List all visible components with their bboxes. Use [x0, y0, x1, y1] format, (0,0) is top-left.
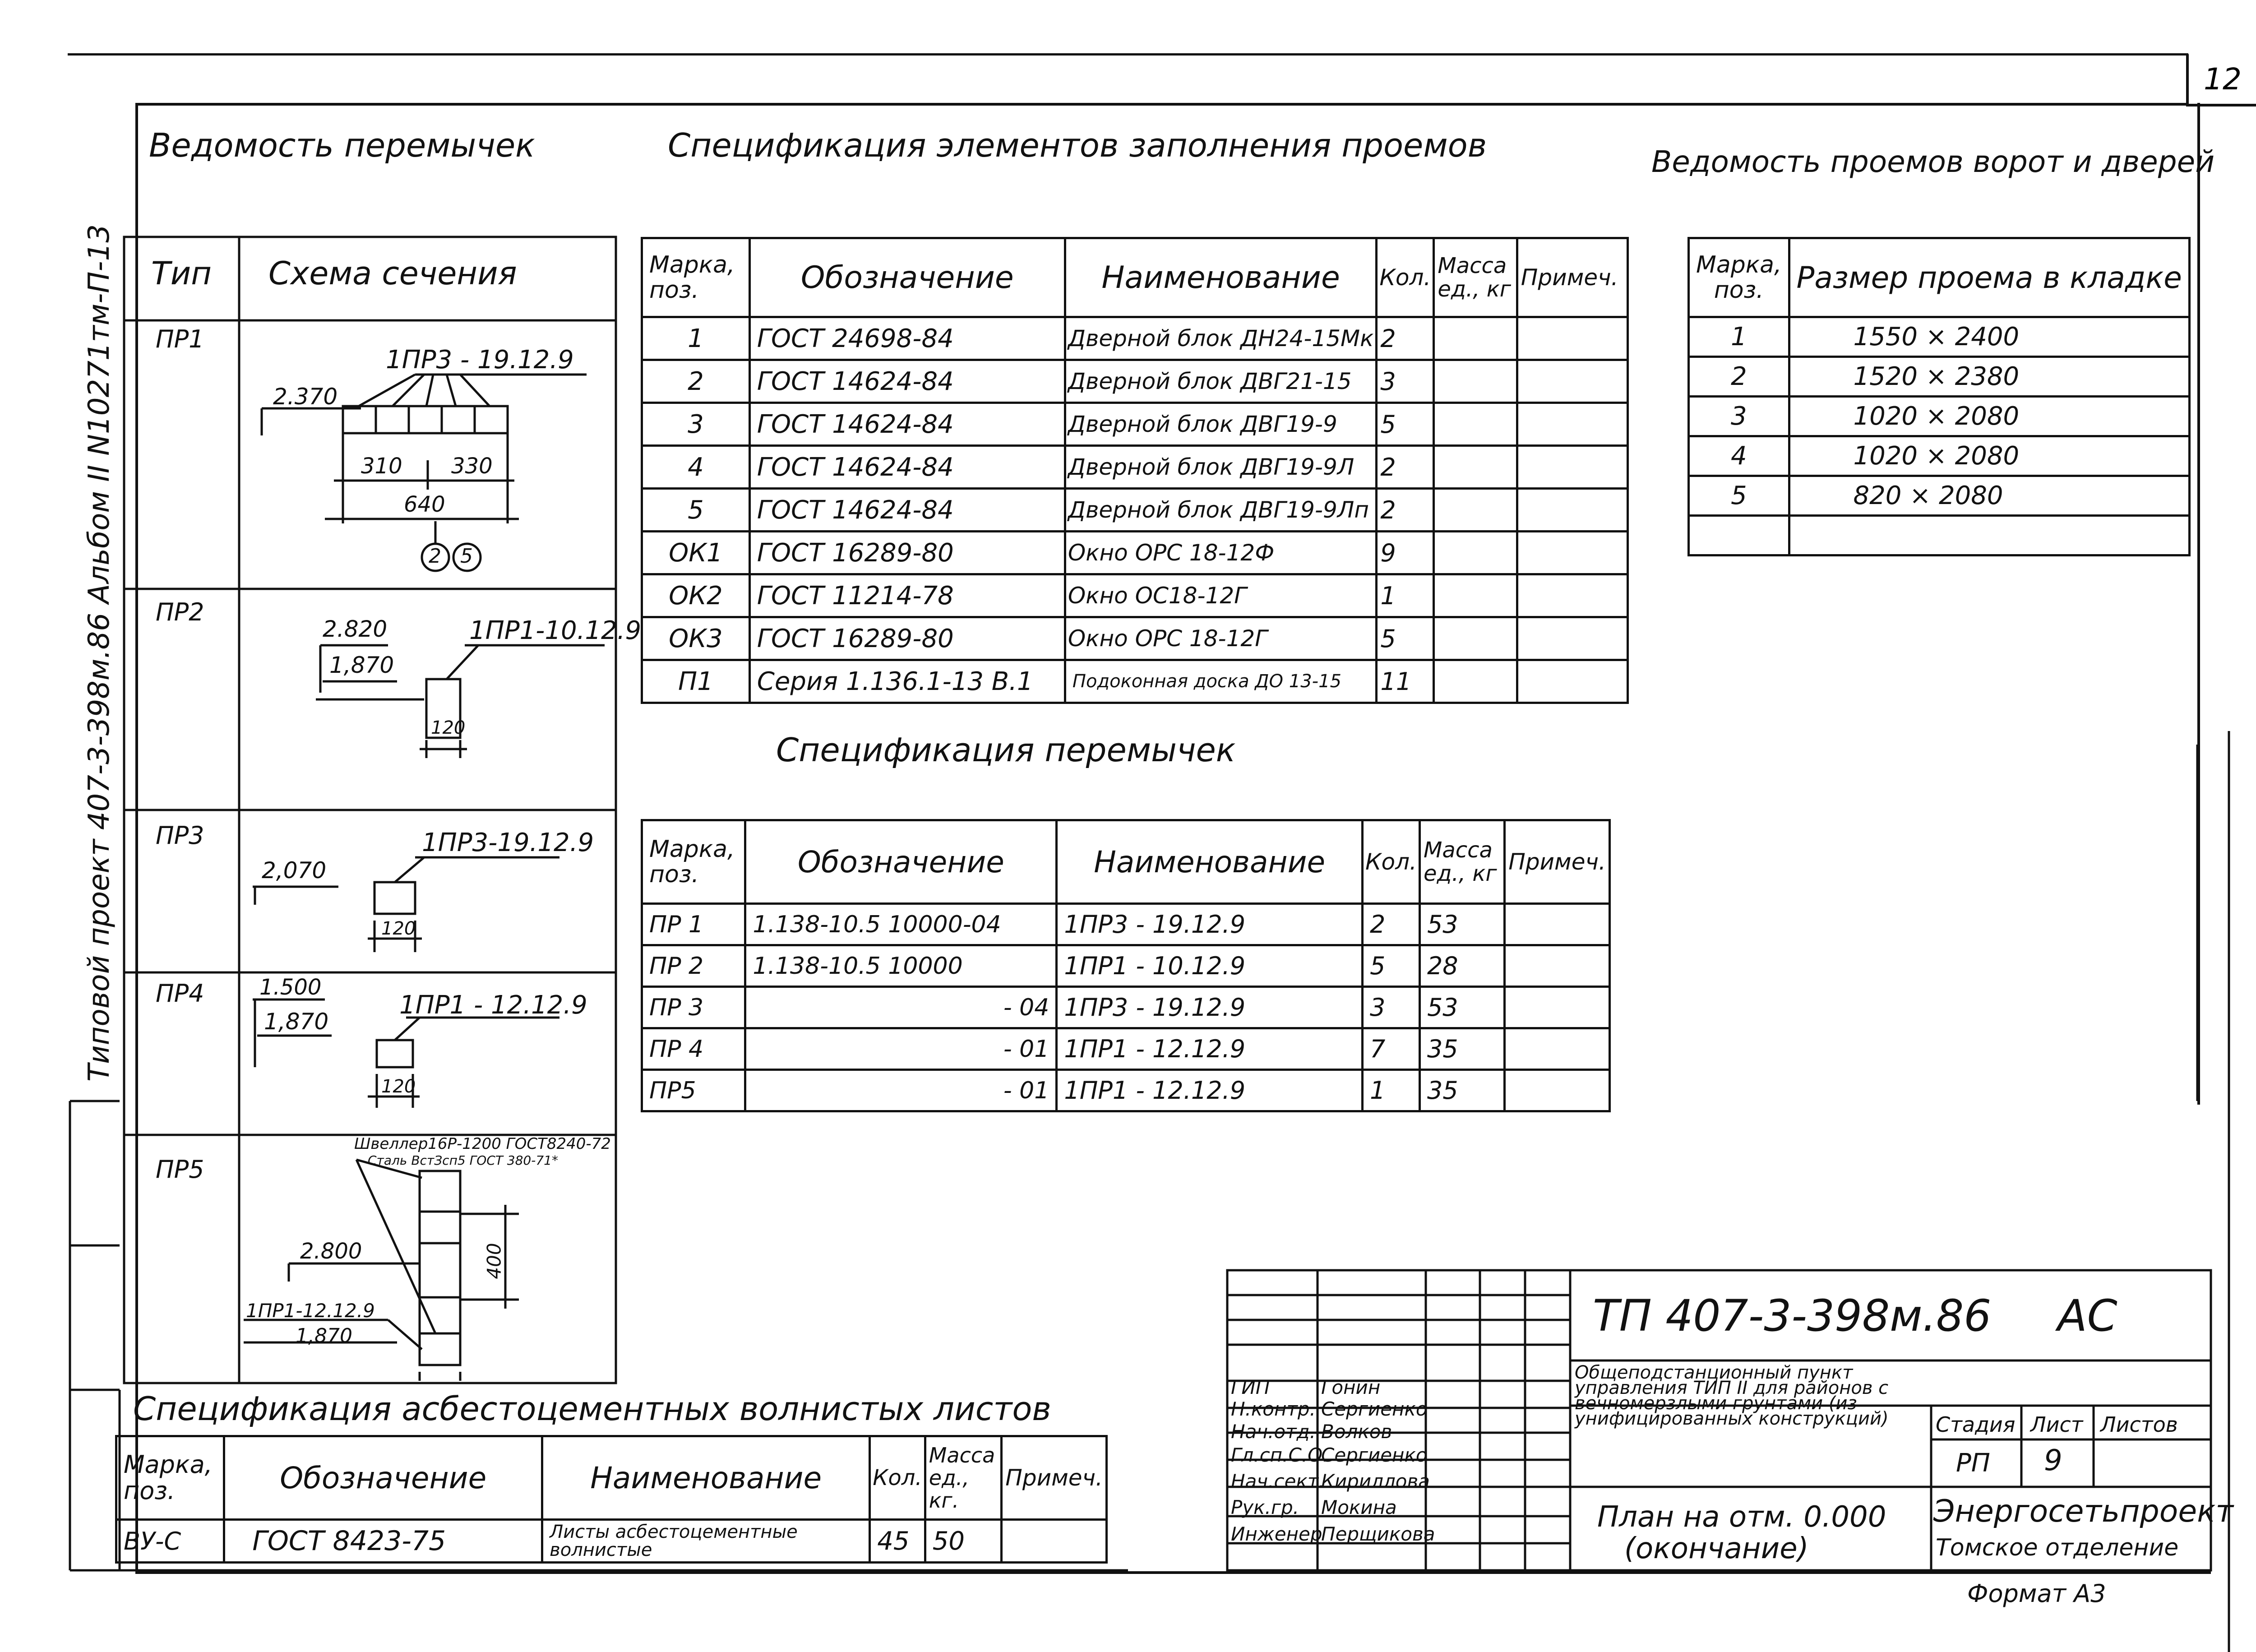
fill-cell: [1517, 574, 1627, 617]
fill-cell: 2: [642, 360, 750, 403]
lintel-dim-3a: 2,070: [262, 857, 327, 884]
lintel-note-5a: Швеллер16Р-1200 ГОСТ8240-72: [354, 1135, 611, 1153]
lintel-dim-1d: 640: [404, 492, 445, 517]
fill-cell: [1517, 660, 1627, 703]
stage-label: Стадия: [1936, 1412, 2016, 1437]
fill-cell: 9: [1377, 532, 1434, 574]
table-row: [642, 574, 1628, 617]
fill-cell: ГОСТ 14624-84: [749, 446, 1065, 489]
lintel-spec-cell: 1: [1362, 1070, 1419, 1111]
fill-cell: [1434, 532, 1517, 574]
lintel-spec-header-mass: Масса ед., кг: [1419, 820, 1504, 904]
lintel-dim-1b: 310: [361, 453, 402, 479]
fill-spec-table: [641, 237, 1629, 704]
asbestos-cell-name: Листы асбестоцементные волнистые: [542, 1520, 870, 1563]
staff-name: Гонин: [1321, 1376, 1381, 1398]
lintel-dim-5a: 2.800: [300, 1239, 362, 1264]
fill-cell: 2: [1377, 489, 1434, 532]
lintel-dim-4b: 1,870: [264, 1009, 329, 1035]
table-row: [642, 446, 1628, 489]
openings-cell-size: 1020 × 2080: [1789, 397, 2189, 436]
table-row: [1689, 476, 2190, 516]
table-row: [1689, 397, 2190, 436]
lintel-axis-b: 5: [460, 545, 473, 568]
openings-cell-mark: 5: [1689, 476, 1789, 516]
sheet-number: 12: [2186, 54, 2256, 106]
lintel-spec-cell: 28: [1419, 945, 1504, 987]
table-row: [642, 660, 1628, 703]
fill-cell: [1434, 317, 1517, 360]
table-row: [1689, 317, 2190, 357]
lintel-spec-cell: 3: [1362, 987, 1419, 1028]
table-row: [642, 317, 1628, 360]
openings-cell-mark: 4: [1689, 436, 1789, 476]
fill-cell: 2: [1377, 446, 1434, 489]
lintel-spec-cell: 35: [1419, 1028, 1504, 1070]
title-suffix: АС: [2057, 1291, 2117, 1341]
lintel-spec-cell: 53: [1419, 987, 1504, 1028]
drawing-title-1: План на отм. 0.000: [1597, 1500, 1886, 1534]
asbestos-header-note: Примеч.: [1002, 1436, 1107, 1520]
lintel-mark-2: 1ПР1-10.12.9: [469, 616, 642, 645]
lintel-spec-header-note: Примеч.: [1505, 820, 1610, 904]
lintel-spec-cell: 7: [1362, 1028, 1419, 1070]
asbestos-cell-mark: ВУ-С: [116, 1520, 224, 1563]
lintel-dim-5c: 1,870: [296, 1324, 352, 1347]
lintel-dim-1c: 330: [451, 453, 493, 479]
lintel-spec-cell: 1.138-10.5 10000: [745, 945, 1057, 987]
lintel-dim-3b: 120: [381, 918, 416, 939]
lintel-mark-1: 1ПР3 - 19.12.9: [386, 345, 574, 375]
table-row: [642, 1028, 1610, 1070]
table-row: [642, 617, 1628, 660]
staff-name: Сергиенко: [1321, 1444, 1428, 1466]
fill-cell: 11: [1377, 660, 1434, 703]
fill-cell: 1: [1377, 574, 1434, 617]
fill-cell: Дверной блок ДВГ19-9: [1065, 403, 1376, 446]
asbestos-cell-note: [1002, 1520, 1107, 1563]
staff-role: ГИП: [1231, 1376, 1270, 1398]
staff-name: Кириллова: [1321, 1470, 1430, 1492]
table-row: [642, 987, 1610, 1028]
fill-cell: [1434, 403, 1517, 446]
table-row: [642, 904, 1610, 945]
fill-cell: 5: [642, 489, 750, 532]
fill-cell: ГОСТ 14624-84: [749, 360, 1065, 403]
openings-header-size: Размер проема в кладке: [1789, 238, 2189, 317]
lintel-spec-cell: 53: [1419, 904, 1504, 945]
fill-cell: 3: [1377, 360, 1434, 403]
lintel-dim-4a: 1.500: [259, 975, 322, 1000]
table-row: [642, 489, 1628, 532]
sheets-label: Листов: [2100, 1412, 2178, 1437]
fill-cell: Дверной блок ДВГ21-15: [1065, 360, 1376, 403]
sheet-value: 9: [2044, 1444, 2062, 1477]
lintel-dim-4c: 120: [381, 1076, 416, 1097]
lintels-col-type: Тип: [151, 255, 212, 292]
lintel-spec-table: [641, 819, 1611, 1112]
fill-cell: ОК3: [642, 617, 750, 660]
lintel-dim-2b: 1,870: [329, 652, 394, 678]
table-row: [642, 945, 1610, 987]
fill-header-designation: Обозначение: [749, 238, 1065, 317]
fill-cell: [1517, 532, 1627, 574]
lintel-type-1: ПР1: [156, 325, 204, 353]
lintel-spec-cell: [1505, 987, 1610, 1028]
asbestos-spec-heading: Спецификация асбестоцементных волнистых листов: [133, 1390, 1051, 1428]
table-row: [642, 403, 1628, 446]
fill-cell: [1434, 574, 1517, 617]
asbestos-header-name: Наименование: [542, 1436, 870, 1520]
openings-cell-size: 1550 × 2400: [1789, 317, 2189, 357]
lintel-dim-2c: 120: [431, 717, 466, 738]
lintel-spec-cell: ПР 2: [642, 945, 745, 987]
lintels-list-heading: Ведомость перемычек: [149, 126, 535, 164]
fill-cell: [1517, 489, 1627, 532]
fill-cell: ГОСТ 16289-80: [749, 617, 1065, 660]
lintel-dim-2a: 2.820: [323, 616, 388, 642]
lintel-spec-cell: 1ПР3 - 19.12.9: [1057, 904, 1363, 945]
lintel-dim-5b: 400: [483, 1243, 505, 1279]
fill-cell: 3: [642, 403, 750, 446]
lintel-spec-cell: 1ПР1 - 10.12.9: [1057, 945, 1363, 987]
lintel-spec-heading: Спецификация перемычек: [776, 731, 1236, 769]
fill-cell: Окно ОРС 18-12Г: [1065, 617, 1376, 660]
openings-cell-mark: 2: [1689, 357, 1789, 397]
sheet-label: Лист: [2030, 1412, 2083, 1437]
openings-cell-size: 1520 × 2380: [1789, 357, 2189, 397]
lintel-spec-header-mark: Марка, поз.: [642, 820, 745, 904]
staff-role: Гл.сп.С.О.: [1231, 1444, 1329, 1466]
fill-cell: Окно ОРС 18-12Ф: [1065, 532, 1376, 574]
openings-cell-mark: 1: [1689, 317, 1789, 357]
lintel-spec-cell: 1ПР1 - 12.12.9: [1057, 1070, 1363, 1111]
staff-name: Волков: [1321, 1421, 1392, 1443]
lintel-spec-cell: 5: [1362, 945, 1419, 987]
drawing-title-2: (окончание): [1624, 1532, 1809, 1565]
lintel-type-5: ПР5: [156, 1155, 204, 1184]
fill-cell: [1517, 403, 1627, 446]
fill-cell: 5: [1377, 617, 1434, 660]
table-row: [642, 360, 1628, 403]
project-title: Общеподстанционный пункт управления ТИП II для районов с вечномерзлыми грунтами (из унифицированных конструкций): [1575, 1362, 1889, 1429]
lintel-mark-4: 1ПР1 - 12.12.9: [399, 990, 587, 1020]
table-row: [642, 1070, 1610, 1111]
lintel-spec-header-qty: Кол.: [1362, 820, 1419, 904]
fill-cell: [1517, 317, 1627, 360]
fill-cell: Подоконная доска ДО 13-15: [1065, 660, 1376, 703]
fill-header-name: Наименование: [1065, 238, 1376, 317]
fill-cell: Окно ОС18-12Г: [1065, 574, 1376, 617]
openings-cell-size: [1789, 516, 2189, 555]
fill-cell: ГОСТ 16289-80: [749, 532, 1065, 574]
fill-header-mass: Масса ед., кг: [1434, 238, 1517, 317]
openings-header-mark: Марка, поз.: [1689, 238, 1789, 317]
fill-cell: [1517, 446, 1627, 489]
staff-role: Н.контр.: [1231, 1398, 1316, 1420]
lintel-type-2: ПР2: [156, 598, 204, 626]
side-label: Типовой проект 407-3-398м.86 Альбом II N10271тм-П-13: [83, 224, 116, 1082]
openings-cell-mark: 3: [1689, 397, 1789, 436]
organization-2: Томское отделение: [1936, 1534, 2179, 1561]
asbestos-header-qty: Кол.: [870, 1436, 925, 1520]
fill-cell: [1517, 360, 1627, 403]
lintel-spec-cell: 35: [1419, 1070, 1504, 1111]
asbestos-cell-qty: 45: [870, 1520, 925, 1563]
fill-cell: 1: [642, 317, 750, 360]
asbestos-header-mass: Масса ед., кг.: [925, 1436, 1002, 1520]
lintels-col-scheme: Схема сечения: [268, 255, 517, 292]
lintel-spec-cell: - 01: [745, 1028, 1057, 1070]
fill-cell: Дверной блок ДВГ19-9Л: [1065, 446, 1376, 489]
lintel-spec-cell: [1505, 1028, 1610, 1070]
lintel-spec-cell: ПР5: [642, 1070, 745, 1111]
asbestos-table: [115, 1435, 1108, 1564]
fill-spec-heading: Спецификация элементов заполнения проемов: [668, 126, 1487, 164]
lintel-spec-cell: ПР 3: [642, 987, 745, 1028]
title-code: ТП 407-3-398м.86: [1593, 1291, 1992, 1341]
lintel-spec-cell: - 01: [745, 1070, 1057, 1111]
lintel-spec-header-name: Наименование: [1057, 820, 1363, 904]
openings-cell-size: 820 × 2080: [1789, 476, 2189, 516]
lintel-spec-cell: 1ПР1 - 12.12.9: [1057, 1028, 1363, 1070]
lintel-mark-5: 1ПР1-12.12.9: [246, 1300, 375, 1322]
stage-value: РП: [1956, 1448, 1990, 1478]
staff-role: Инженер: [1231, 1523, 1322, 1545]
lintel-dim-1a: 2.370: [273, 384, 338, 410]
asbestos-header-mark: Марка, поз.: [116, 1436, 224, 1520]
table-row: [1689, 357, 2190, 397]
lintel-spec-cell: - 04: [745, 987, 1057, 1028]
lintel-spec-cell: [1505, 945, 1610, 987]
fill-header-mark: Марка, поз.: [642, 238, 750, 317]
fill-header-qty: Кол.: [1377, 238, 1434, 317]
fill-cell: [1434, 660, 1517, 703]
asbestos-cell-designation: ГОСТ 8423-75: [224, 1520, 542, 1563]
table-row: [1689, 516, 2190, 555]
fill-cell: [1434, 617, 1517, 660]
lintel-type-3: ПР3: [156, 821, 204, 850]
fill-cell: [1434, 446, 1517, 489]
lintel-mark-3: 1ПР3-19.12.9: [422, 828, 594, 857]
fill-cell: [1434, 360, 1517, 403]
fill-cell: ГОСТ 14624-84: [749, 403, 1065, 446]
lintel-spec-header-designation: Обозначение: [745, 820, 1057, 904]
lintel-spec-cell: ПР 1: [642, 904, 745, 945]
lintel-note-5b: Сталь ВстЗсп5 ГОСТ 380-71*: [368, 1153, 558, 1168]
lintel-spec-cell: 1ПР3 - 19.12.9: [1057, 987, 1363, 1028]
fill-cell: ГОСТ 14624-84: [749, 489, 1065, 532]
fill-cell: ГОСТ 11214-78: [749, 574, 1065, 617]
lintel-spec-cell: 2: [1362, 904, 1419, 945]
fill-cell: [1517, 617, 1627, 660]
lintel-type-4: ПР4: [156, 979, 204, 1008]
lintel-spec-cell: [1505, 1070, 1610, 1111]
fill-cell: ГОСТ 24698-84: [749, 317, 1065, 360]
staff-role: Нач.отд.: [1231, 1421, 1316, 1443]
openings-cell-size: 1020 × 2080: [1789, 436, 2189, 476]
lintel-spec-cell: ПР 4: [642, 1028, 745, 1070]
fill-cell: П1: [642, 660, 750, 703]
fill-cell: [1434, 489, 1517, 532]
fill-cell: Дверной блок ДН24-15Мк: [1065, 317, 1376, 360]
organization-1: Энергосетьпроект: [1933, 1494, 2233, 1529]
staff-role: Рук.гр.: [1231, 1496, 1299, 1518]
table-row: [642, 532, 1628, 574]
openings-table: [1687, 237, 2191, 556]
fill-cell: 5: [1377, 403, 1434, 446]
lintel-axis-a: 2: [429, 545, 441, 568]
fill-cell: Дверной блок ДВГ19-9Лп: [1065, 489, 1376, 532]
lintel-spec-cell: 1.138-10.5 10000-04: [745, 904, 1057, 945]
table-row: [1689, 436, 2190, 476]
staff-role: Нач.сект.: [1231, 1470, 1325, 1492]
lintel-spec-cell: [1505, 904, 1610, 945]
paper-format: Формат А3: [1967, 1579, 2106, 1608]
fill-cell: 4: [642, 446, 750, 489]
openings-list-heading: Ведомость проемов ворот и дверей: [1651, 144, 2215, 179]
fill-header-note: Примеч.: [1517, 238, 1627, 317]
fill-cell: Серия 1.136.1-13 В.1: [749, 660, 1065, 703]
fill-cell: 2: [1377, 317, 1434, 360]
fill-cell: ОК2: [642, 574, 750, 617]
openings-cell-mark: [1689, 516, 1789, 555]
staff-name: Сергиенко: [1321, 1398, 1428, 1420]
staff-name: Перщикова: [1321, 1523, 1435, 1545]
staff-name: Мокина: [1321, 1496, 1397, 1518]
asbestos-header-designation: Обозначение: [224, 1436, 542, 1520]
fill-cell: ОК1: [642, 532, 750, 574]
asbestos-cell-mass: 50: [925, 1520, 1002, 1563]
